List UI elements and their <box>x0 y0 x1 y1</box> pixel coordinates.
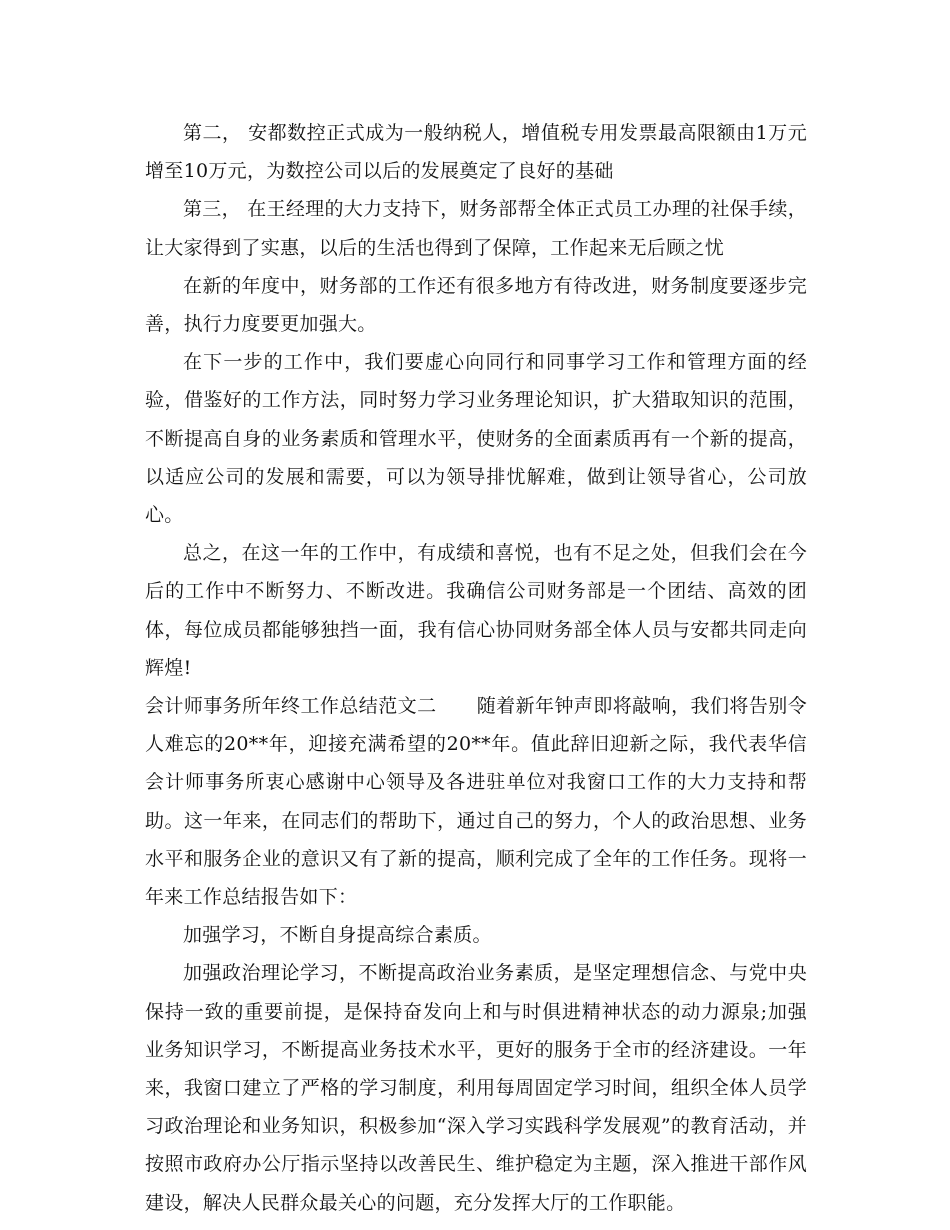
section-heading: 加强学习，不断自身提高综合素质。 <box>183 924 492 947</box>
paragraph-study-detail: 加强政治理论学习，不断提高政治业务素质，是坚定理想信念、与党中央保持一致的重要前提，是保持奋发向上和与时俱进精神状态的动力源泉;加强业务知识学习，不断提高业务技术水平，更好的服务于全市的经济建设。一年来，我窗口建立了严格的学习制度，利用每周固定学习时间，组织全体人员学习政治理论和业务知识，积极参加“深入学习实践科学发展观”的教育活动，并按照市政府办公厅指示坚持以改善民生、维护稳定为主题，深入推进干部作风建设，解决人民群众最关心的问题，充分发挥大厅的工作职能。 <box>145 962 807 1214</box>
section-two-paragraph <box>145 687 807 916</box>
paragraph-next-step: 在下一步的工作中，我们要虚心向同行和同事学习工作和管理方面的经验，借鉴好的工作方法，同时努力学习业务理论知识，扩大猎取知识的范围，不断提高自身的业务素质和管理水平，使财务的全面素质再有一个新的提高，以适应公司的发展和需要，可以为领导排忧解难，做到让领导省心，公司放心。 <box>145 351 807 527</box>
paragraph-third-point: 第三， 在王经理的大力支持下，财务部帮全体正式员工办理的社保手续，让大家得到了实惠，以后的生活也得到了保障，工作起来无后顾之忧 <box>145 198 807 259</box>
section-intro: 随着新年钟声即将敲响，我们将告别令人难忘的20**年，迎接充满希望的20**年。值此辞旧迎新之际，我代表华信会计师事务所衷心感谢中心领导及各进驻单位对我窗口工作的大力支持和帮助。这一年来，在同志们的帮助下，通过自己的努力，个人的政治思想、业务水平和服务企业的意识又有了新的提高，顺利完成了全年的工作任务。现将一年来工作总结报告如下： <box>145 695 807 909</box>
document-body <box>145 114 807 1222</box>
paragraph-new-year-improvement: 在新的年度中，财务部的工作还有很多地方有待改进，财务制度要逐步完善，执行力度要更加强大。 <box>145 274 807 336</box>
paragraph-summary: 总之，在这一年的工作中，有成绩和喜悦，也有不足之处，但我们会在今后的工作中不断努力、不断改进。我确信公司财务部是一个团结、高效的团体，每位成员都能够独挡一面，我有信心协同财务部全体人员与安都共同走向辉煌! <box>145 542 807 679</box>
section-title: 会计师事务所年终工作总结范文二 <box>145 695 437 718</box>
paragraph-second-point: 第二， 安都数控正式成为一般纳税人，增值税专用发票最高限额由1万元增至10万元，为数控公司以后的发展奠定了良好的基础 <box>145 122 807 183</box>
